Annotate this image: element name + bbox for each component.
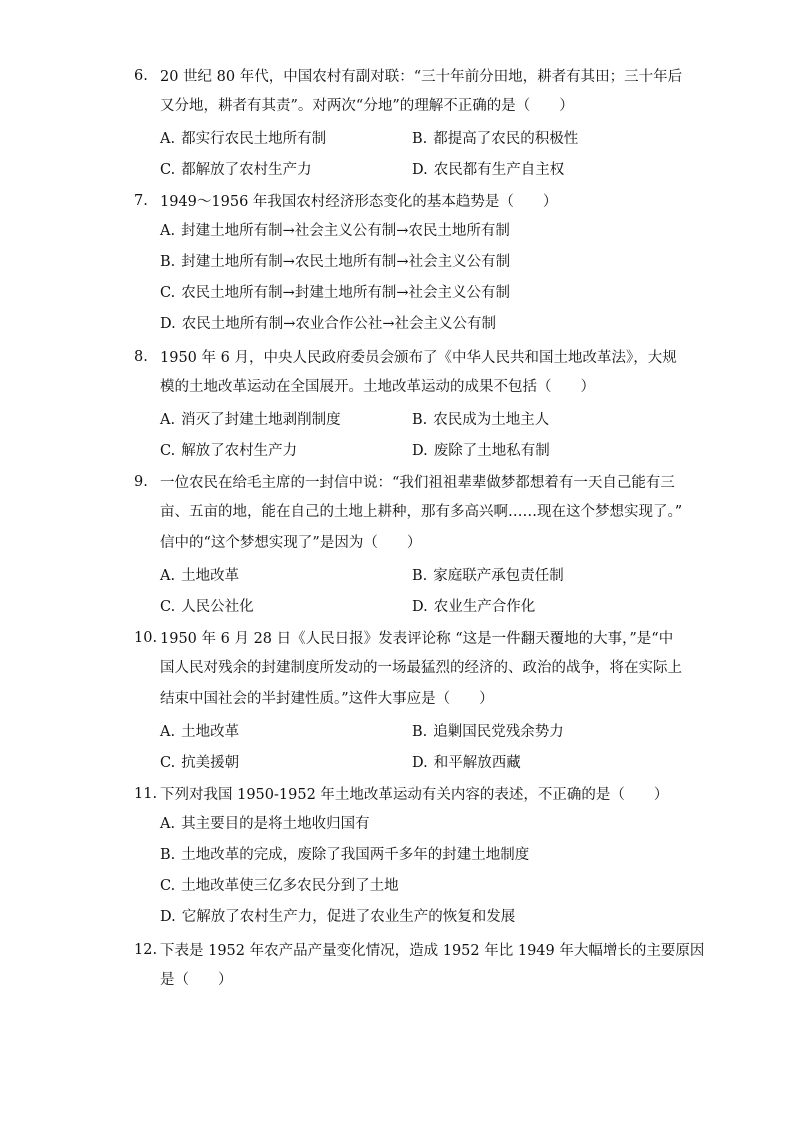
option-text: 土地改革的完成，废除了我国两千多年的封建土地制度: [181, 847, 530, 863]
question-stem-text: 20 世纪 80 年代，中国农村有副对联：“三十年前分田地，耕者有其田；三十年后: [160, 69, 683, 85]
answer-option[interactable]: [412, 751, 664, 772]
option-row: [160, 403, 674, 434]
question-stem-text: 下列对我国 1950-1952 年土地改革运动有关内容的表述，不正确的是（ ）: [160, 787, 669, 803]
question-stem-text: 亩、五亩的地，能在自己的土地上耕种，那有多高兴啊……现在这个梦想实现了。”: [160, 504, 683, 520]
question-stem-first-line: [134, 466, 674, 497]
option-letter: C.: [160, 755, 176, 771]
option-row: [160, 715, 674, 746]
option-row: [160, 559, 674, 590]
question-stem-text: 1949～1956 年我国农村经济形态变化的基本趋势是（ ）: [160, 194, 558, 210]
option-letter: D.: [412, 755, 428, 771]
question-10: [134, 622, 682, 777]
answer-option[interactable]: [160, 720, 412, 741]
option-letter: B.: [412, 131, 428, 147]
answer-option[interactable]: [160, 564, 412, 585]
answer-option[interactable]: [412, 595, 664, 616]
option-text: 农业生产合作化: [433, 599, 536, 615]
question-stem-text: 结束中国社会的半封建性质。”这件大事应是（ ）: [160, 691, 494, 707]
option-letter: C.: [160, 443, 176, 459]
question-stem-text: 国人民对残余的封建制度所发动的一场最猛烈的经济的、政治的战争，将在实际上: [160, 660, 682, 676]
question-stem-first-line: [134, 341, 677, 372]
question-stem-text: 下表是 1952 年农产品产量变化情况，造成 1952 年比 1949 年大幅增长的主要原因: [160, 943, 705, 959]
answer-option[interactable]: [412, 439, 664, 460]
question-stem-text: 信中的“这个梦想实现了”是因为（ ）: [160, 535, 422, 551]
question-stem-first-line: [134, 185, 674, 216]
answer-option[interactable]: [160, 751, 412, 772]
question-number: 11.: [134, 785, 158, 802]
option-text: 追剿国民党残余势力: [433, 724, 564, 740]
question-stem-first-line: [134, 60, 683, 91]
option-text: 都实行农民土地所有制: [181, 131, 327, 147]
option-row: [160, 153, 674, 184]
option-text: 它解放了农村生产力，促进了农业生产的恢复和发展: [181, 909, 516, 925]
answer-option[interactable]: [160, 285, 510, 301]
question-6: [134, 60, 683, 184]
answer-option[interactable]: [160, 158, 412, 179]
question-number: 10.: [134, 629, 158, 646]
option-text: 家庭联产承包责任制: [433, 568, 564, 584]
question-number: 8.: [134, 348, 148, 365]
answer-options: [160, 715, 674, 777]
option-text: 农民土地所有制→农业合作公社→社会主义公有制: [181, 316, 497, 332]
question-12: [134, 934, 705, 996]
question-number: 12.: [134, 941, 158, 958]
option-letter: C.: [160, 285, 176, 301]
option-letter: D.: [412, 443, 428, 459]
option-letter: A.: [160, 131, 176, 147]
option-row: [160, 434, 674, 465]
option-text: 封建土地所有制→社会主义公有制→农民土地所有制: [181, 223, 510, 239]
option-letter: C.: [160, 599, 176, 615]
question-number: 6.: [134, 67, 148, 84]
question-stem-first-line: [134, 778, 674, 809]
option-row: [160, 871, 674, 902]
option-text: 都提高了农民的积极性: [433, 131, 579, 147]
option-letter: D.: [412, 162, 428, 178]
question-stem-text: 是（ ）: [160, 972, 233, 988]
answer-options: [160, 559, 674, 621]
option-text: 人民公社化: [181, 599, 254, 615]
option-row: [160, 309, 674, 340]
option-row: [160, 590, 674, 621]
option-text: 和平解放西藏: [433, 755, 521, 771]
option-text: 解放了农村生产力: [181, 443, 298, 459]
option-text: 废除了土地私有制: [433, 443, 550, 459]
option-row: [160, 278, 674, 309]
answer-options: [160, 216, 674, 340]
option-text: 土地改革使三亿多农民分到了土地: [181, 878, 399, 894]
option-letter: A.: [160, 412, 176, 428]
answer-option[interactable]: [412, 408, 664, 429]
option-letter: A.: [160, 568, 176, 584]
option-text: 其主要目的是将土地收归国有: [181, 816, 370, 832]
answer-option[interactable]: [160, 316, 496, 332]
answer-option[interactable]: [160, 816, 370, 832]
option-text: 都解放了农村生产力: [181, 162, 312, 178]
answer-option[interactable]: [160, 595, 412, 616]
option-letter: B.: [412, 724, 428, 740]
answer-options: [160, 403, 674, 465]
question-7: [134, 185, 674, 340]
option-letter: A.: [160, 724, 176, 740]
answer-option[interactable]: [160, 847, 529, 863]
option-letter: A.: [160, 816, 176, 832]
option-letter: B.: [412, 412, 428, 428]
option-row: [160, 247, 674, 278]
answer-option[interactable]: [412, 158, 664, 179]
question-8: [134, 341, 677, 465]
question-stem-text: 一位农民在给毛主席的一封信中说：“我们祖祖辈辈做梦都想着有一天自己能有三: [160, 475, 675, 491]
answer-option[interactable]: [412, 127, 664, 148]
answer-option[interactable]: [160, 439, 412, 460]
question-stem-text: 1950 年 6 月 28 日《人民日报》发表评论称 “这是一件翻天覆地的大事，”是“中: [160, 631, 674, 647]
question-9: [134, 466, 683, 621]
option-letter: A.: [160, 223, 176, 239]
answer-options: [160, 809, 674, 933]
option-row: [160, 216, 674, 247]
option-letter: C.: [160, 162, 176, 178]
question-stem-first-line: [134, 622, 674, 653]
question-stem-text: 又分地，耕者有其责”。对两次“分地”的理解不正确的是（ ）: [160, 98, 574, 114]
option-text: 土地改革: [181, 568, 240, 584]
option-row: [160, 809, 674, 840]
option-text: 农民成为土地主人: [433, 412, 550, 428]
option-text: 农民都有生产自主权: [433, 162, 565, 178]
option-text: 土地改革: [181, 724, 240, 740]
option-row: [160, 840, 674, 871]
question-stem-text: 1950 年 6 月，中央人民政府委员会颁布了《中华人民共和国土地改革法》，大规: [160, 350, 677, 366]
question-11: [134, 778, 674, 933]
option-letter: D.: [412, 599, 428, 615]
option-text: 抗美援朝: [181, 755, 240, 771]
option-row: [160, 122, 674, 153]
answer-option[interactable]: [160, 254, 510, 270]
answer-option[interactable]: [412, 564, 664, 585]
option-letter: C.: [160, 878, 176, 894]
option-letter: D.: [160, 909, 176, 925]
option-text: 封建土地所有制→农民土地所有制→社会主义公有制: [181, 254, 511, 270]
answer-option[interactable]: [160, 909, 515, 925]
question-number: 7.: [134, 192, 148, 209]
answer-option[interactable]: [160, 408, 412, 429]
question-stem-text: 模的土地改革运动在全国展开。土地改革运动的成果不包括（ ）: [160, 379, 595, 395]
option-letter: D.: [160, 316, 176, 332]
option-row: [160, 902, 674, 933]
option-letter: B.: [412, 568, 428, 584]
answer-option[interactable]: [160, 878, 399, 894]
question-stem-first-line: [134, 934, 705, 965]
answer-option[interactable]: [160, 223, 510, 239]
question-number: 9.: [134, 473, 148, 490]
option-text: 农民土地所有制→封建土地所有制→社会主义公有制: [181, 285, 510, 301]
answer-option[interactable]: [412, 720, 664, 741]
option-text: 消灭了封建土地剥削制度: [181, 412, 341, 428]
option-letter: B.: [160, 847, 176, 863]
answer-option[interactable]: [160, 127, 412, 148]
option-row: [160, 746, 674, 777]
option-letter: B.: [160, 254, 176, 270]
answer-options: [160, 122, 674, 184]
